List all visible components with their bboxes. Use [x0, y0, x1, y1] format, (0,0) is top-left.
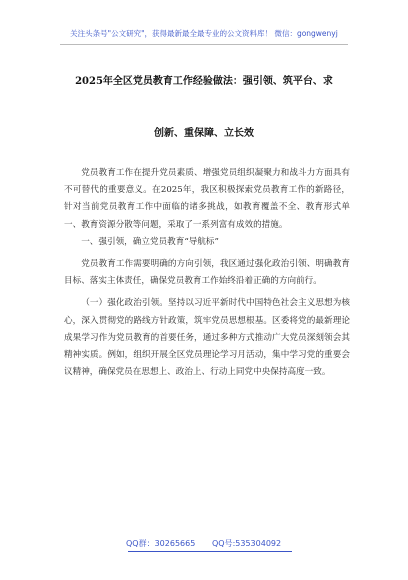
- document-title-line-2: 创新、重保障、立长效: [154, 128, 254, 139]
- paragraph-subsection-1: （一）强化政治引领。坚持以习近平新时代中国特色社会主义思想为核心，深入贯彻党的路线方针政策，筑牢党员思想根基。区委将党的最新理论成果学习作为党员教育的首要任务，通过多种方式推动广大党员深刻领会其精神实质。例如，组织开展全区党员理论学习月活动，集中学习党的重要会议精神，确保党员在思想上、政治上、行动上同党中央保持高度一致。: [64, 298, 350, 378]
- footer-qq-number: QQ号:535304092: [212, 539, 282, 548]
- header-note: 关注头条号"公文研究"，获得最新最全最专业的公文资料库！ 微信：gongwenyj: [70, 29, 338, 38]
- footer-qq-group: QQ群：30265665: [126, 539, 196, 548]
- footer-underline: [128, 551, 292, 552]
- document-body: [64, 165, 350, 381]
- section-heading-1: 一、强引领，确立党员教育“导航标”: [81, 236, 219, 247]
- paragraph-section-1: 党员教育工作需要明确的方向引领，我区通过强化政治引领、明确教育目标、落实主体责任，确保党员教育工作始终沿着正确的方向前行。: [64, 259, 350, 287]
- header-divider: [60, 44, 348, 45]
- paragraph-intro: 党员教育工作在提升党员素质、增强党员组织凝聚力和战斗力方面具有不可替代的重要意义。在2025年，我区积极探索党员教育工作的新路径，针对当前党员教育工作中面临的诸多挑战，如教育覆盖不全、教育形式单一、教育资源分散等问题，采取了一系列富有成效的措施。: [64, 168, 350, 230]
- document-title-line-1: 2025年全区党员教育工作经验做法：强引领、筑平台、求: [75, 76, 333, 87]
